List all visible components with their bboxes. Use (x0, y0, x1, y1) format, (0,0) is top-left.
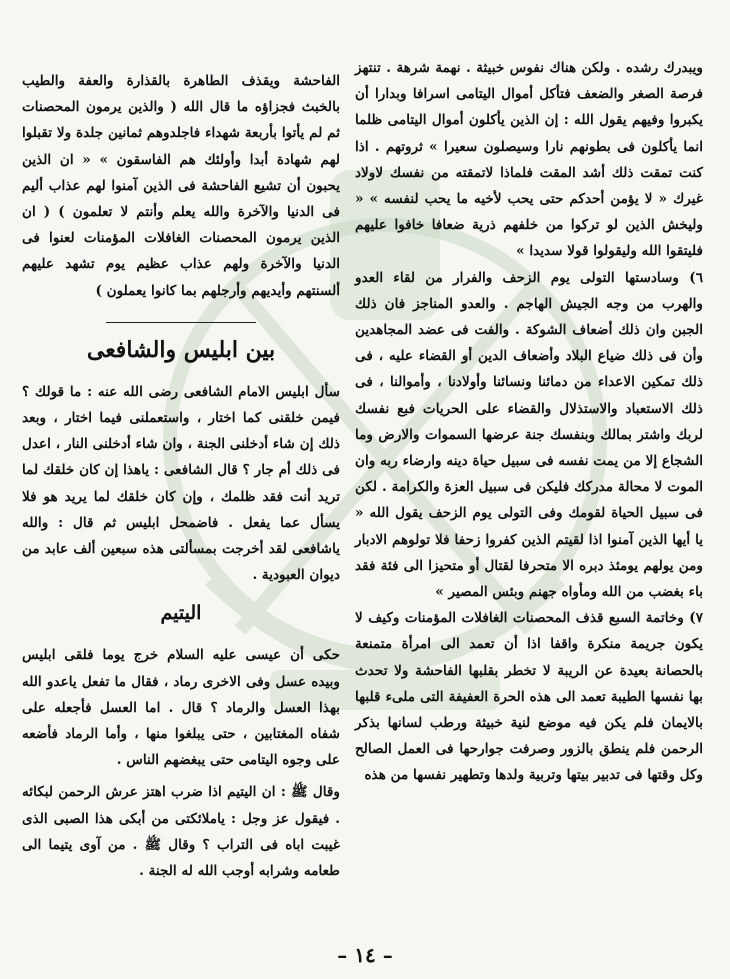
paragraph: حكى أن عيسى عليه السلام خرج يوما فلقى ابليس وبيده عسل وفى الاخرى رماد ، فقال ما تفعل ياعدو الله بهذا العسل والرماد ؟ قال . اما العسل فأجعله على شفاه المغتابين ، حتى يبلغوا منها ، وأما الرماد فأضعه على وجوه اليتامى حتى يبغضهم الناس . (22, 647, 340, 769)
paragraph: ويبدرك رشده . ولكن هناك نفوس خبيثة . نهمة شرهة . تنتهز فرصة الصغر والضعف فتأكل أموال اليتامى اسرافا وبدارا أن يكبروا وفيهم يقول الله : إن الذين يأكلون أموال اليتامى ظلما انما يأكلون فى بطونهم نارا وسيصلون سعيرا » ثروتهم . اذا كنت تمقت ذلك أشد المقت فلماذا لاتمقته من نفسك لاولاد غيرك « لا يؤمن أحدكم حتى يحب لأخيه ما يحب لنفسه » « وليخش الذين لو تركوا من خلفهم ذرية ضعافا خافوا عليهم فليتقوا الله وليقولوا قولا سديدا » (355, 60, 703, 260)
paragraph: ٦) وسادستها التولى يوم الزحف والفرار من لقاء العدو والهرب من وجه الجيش الهاجم . والعدو المناجز فان ذلك الجبن وان ذلك أضعاف الشوكة . والفت فى عضد المجاهدين وأن فى ذلك ضياع البلاد وأضعاف الدين أو القضاء عليه ، فى ذلك تمكين الاعداء من دمائنا ونسائنا وأولادنا ، وأموالنا ، فى ذلك الاستعباد والاستذلال والقضاء على الحريات فبع نفسك لربك واشتر بمالك وبنفسك جنة عرضها السموات والارض وما الشجاع إلا من يمت نفسه فى سبيل حياة دينه وارضاء ربه وان الموت لا محالة مدركك فليكن فى سبيل العزة والكرامة . لكن فى سبيل الحياة لقومك وفى التولى يوم الزحف يقول الله « يا أيها الذين آمنوا اذا لقيتم الذين كفروا زحفا فلا تولوهم الادبار ومن يولهم يومئذ دبره الا متحرفا لقتال أو متحيزا الى فئة فقد باء بغضب من الله ومأواه جهنم وبئس المصير » (355, 269, 703, 601)
section-divider (106, 322, 256, 323)
left-column (22, 68, 340, 884)
paragraph: الفاحشة ويقذف الطاهرة بالقذارة والعفة والطيب بالخبث فجزاؤه ما قال الله ( والذين يرمون المحصنات ثم لم يأتوا بأربعة شهداء فاجلدوهم ثمانين جلدة ولا تقبلوا لهم شهادة أبدا وأولئك هم الفاسقون » « ان الذين يحبون أن تشيع الفاحشة فى الذين آمنوا لهم عذاب أليم فى الدنيا والآخرة والله يعلم وأنتم لا تعلمون ) ( ان الذين يرمون المحصنات الغافلات المؤمنات لعنوا فى الدنيا والآخرة ولهم عذاب عظيم يوم تشهد عليهم ألسنتهم وأيديهم وأرجلهم بما كانوا يعملون ) (22, 73, 340, 299)
page-number: – ١٤ – (337, 943, 393, 967)
paragraph: وقال ﷺ : ان اليتيم اذا ضرب اهتز عرش الرحمن لبكائه . فيقول عز وجل : ياملائكتى من أبكى هذا الصبى الذى غيبت اباه فى التراب ؟ وقال ﷺ . من آوى يتيما الى طعامه وشرابه أوجب الله له الجنة . (22, 784, 340, 880)
right-column (355, 55, 703, 789)
paragraph: ٧) وخاتمة السبع قذف المحصنات الغافلات المؤمنات وكيف لا يكون جريمة منكرة واقفا اذا أن تعمد الى امرأة متمنعة بالحصانة بعيدة عن الريبة لا تخطر بقلبها الفاحشة ولا تحدث بها نفسها الطيبة تعمد الى هذه الحرة العفيفة التى ملىء قلبها بالايمان فلم يكن فيه موضع لنية خبيثة ورطب لسانها بذكر الرحمن فلم ينطق بالزور وصرفت جوارحها فى العمل الصالح وكل وقتها فى تدبير بيتها وتربية ولدها وتطهير نفسها من هذه (355, 610, 703, 784)
section-title: اليتيم (160, 602, 202, 625)
section-title: بين ابليس والشافعى (86, 336, 276, 363)
paragraph: سأل ابليس الامام الشافعى رضى الله عنه : ما قولك ؟ فيمن خلقنى كما اختار ، واستعملنى فيما اختار ، وبعد ذلك إن شاء أدخلنى الجنة ، وان شاء أدخلنى النار ، اعدل فى ذلك أم جار ؟ قال الشافعى : ياهذا إن كان خلقك لما تريد أنت فقد ظلمك ، وإن كان خلقك لما يريد هو فلا يسأل عما يفعل . فاضمحل ابليس ثم قال : والله ياشافعى لقد أخرجت بمسألتى هذه سبعين ألف عابد من ديوان العبودية . (22, 383, 340, 584)
